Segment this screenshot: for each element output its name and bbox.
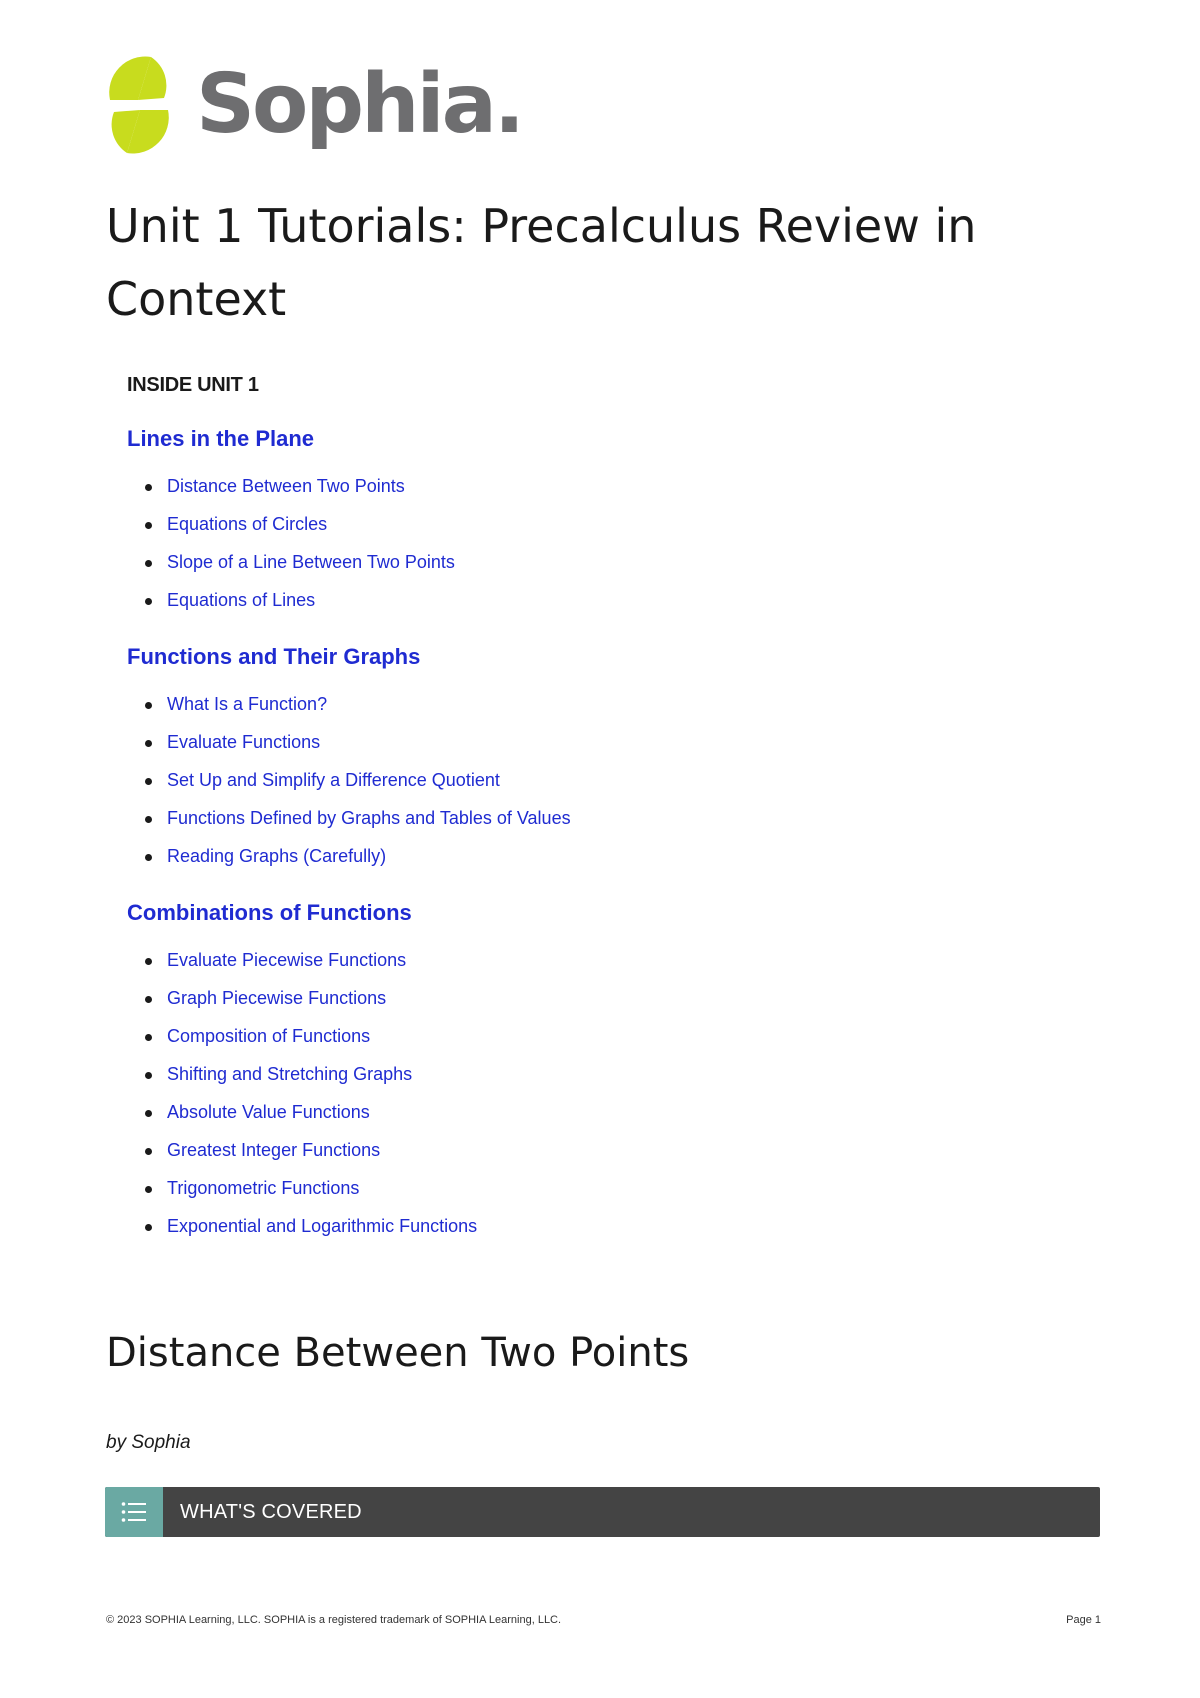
bullet-icon bbox=[145, 1110, 152, 1117]
whats-covered-label: WHAT'S COVERED bbox=[180, 1500, 362, 1523]
table-of-contents bbox=[127, 425, 1027, 1269]
bullet-icon bbox=[145, 560, 152, 567]
byline: by Sophia bbox=[106, 1432, 191, 1453]
toc-list-item bbox=[127, 945, 1027, 983]
bullet-icon bbox=[145, 816, 152, 823]
toc-item-link[interactable]: Shifting and Stretching Graphs bbox=[167, 1064, 413, 1084]
toc-item-link[interactable]: Functions Defined by Graphs and Tables of Values bbox=[167, 808, 571, 828]
toc-list-item bbox=[127, 585, 1027, 623]
toc-item-link[interactable]: Exponential and Logarithmic Functions bbox=[167, 1216, 478, 1236]
toc-item-link[interactable]: Set Up and Simplify a Difference Quotient bbox=[167, 770, 500, 790]
lesson-heading: Distance Between Two Points bbox=[106, 1330, 690, 1376]
toc-item-link[interactable]: Trigonometric Functions bbox=[167, 1178, 360, 1198]
toc-list-item bbox=[127, 471, 1027, 509]
toc-item-link[interactable]: Evaluate Piecewise Functions bbox=[167, 950, 407, 970]
toc-item-link[interactable]: Evaluate Functions bbox=[167, 732, 321, 752]
toc-item-link[interactable]: Distance Between Two Points bbox=[167, 476, 405, 496]
toc-section-link[interactable]: Combinations of Functions bbox=[127, 900, 412, 925]
footer-page-number: Page 1 bbox=[1066, 1614, 1101, 1626]
bullet-icon bbox=[145, 778, 152, 785]
toc-item-link[interactable]: Equations of Lines bbox=[167, 590, 316, 610]
toc-item-link[interactable]: What Is a Function? bbox=[167, 694, 328, 714]
bullet-icon bbox=[145, 996, 152, 1003]
toc-list-item bbox=[127, 803, 1027, 841]
toc-list-item bbox=[127, 547, 1027, 585]
bullet-icon bbox=[145, 1072, 152, 1079]
list-icon bbox=[121, 1501, 147, 1523]
toc-list-item bbox=[127, 1059, 1027, 1097]
bullet-icon bbox=[145, 702, 152, 709]
toc-list-item bbox=[127, 1211, 1027, 1249]
toc-item-link[interactable]: Reading Graphs (Carefully) bbox=[167, 846, 387, 866]
toc-list-item bbox=[127, 983, 1027, 1021]
toc-section-link[interactable]: Functions and Their Graphs bbox=[127, 644, 421, 669]
bullet-icon bbox=[145, 1186, 152, 1193]
toc-section-list bbox=[127, 945, 1027, 1249]
footer-copyright: © 2023 SOPHIA Learning, LLC. SOPHIA is a registered trademark of SOPHIA Learning, LLC. bbox=[106, 1614, 562, 1626]
whats-covered-bar bbox=[105, 1487, 1100, 1537]
document-title: Unit 1 Tutorials: Precalculus Review in Context bbox=[106, 199, 977, 326]
toc-list-item bbox=[127, 1097, 1027, 1135]
bullet-icon bbox=[145, 1224, 152, 1231]
toc-item-link[interactable]: Graph Piecewise Functions bbox=[167, 988, 387, 1008]
bullet-icon bbox=[145, 958, 152, 965]
toc-list-item bbox=[127, 1173, 1027, 1211]
bullet-icon bbox=[145, 854, 152, 861]
bullet-icon bbox=[145, 484, 152, 491]
toc-section-link[interactable]: Lines in the Plane bbox=[127, 426, 315, 451]
toc-list-item bbox=[127, 509, 1027, 547]
toc-section-list bbox=[127, 689, 1027, 879]
toc-item-link[interactable]: Equations of Circles bbox=[167, 514, 328, 534]
toc-section-list bbox=[127, 471, 1027, 623]
sophia-mark-icon bbox=[104, 54, 174, 156]
toc-list-item bbox=[127, 841, 1027, 879]
bullet-icon bbox=[145, 598, 152, 605]
toc-item-link[interactable]: Slope of a Line Between Two Points bbox=[167, 552, 455, 572]
bullet-icon bbox=[145, 740, 152, 747]
toc-list-item bbox=[127, 727, 1027, 765]
sophia-logo bbox=[104, 54, 522, 156]
whats-covered-icon-box bbox=[105, 1487, 163, 1537]
bullet-icon bbox=[145, 1034, 152, 1041]
bullet-icon bbox=[145, 1148, 152, 1155]
bullet-icon bbox=[145, 522, 152, 529]
toc-item-link[interactable]: Greatest Integer Functions bbox=[167, 1140, 381, 1160]
toc-item-link[interactable]: Absolute Value Functions bbox=[167, 1102, 370, 1122]
toc-item-link[interactable]: Composition of Functions bbox=[167, 1026, 371, 1046]
toc-list-item bbox=[127, 1021, 1027, 1059]
toc-list-item bbox=[127, 689, 1027, 727]
toc-list-item bbox=[127, 1135, 1027, 1173]
logo-wordmark: Sophia. bbox=[196, 57, 523, 152]
toc-list-item bbox=[127, 765, 1027, 803]
toc-label: INSIDE UNIT 1 bbox=[127, 374, 259, 396]
